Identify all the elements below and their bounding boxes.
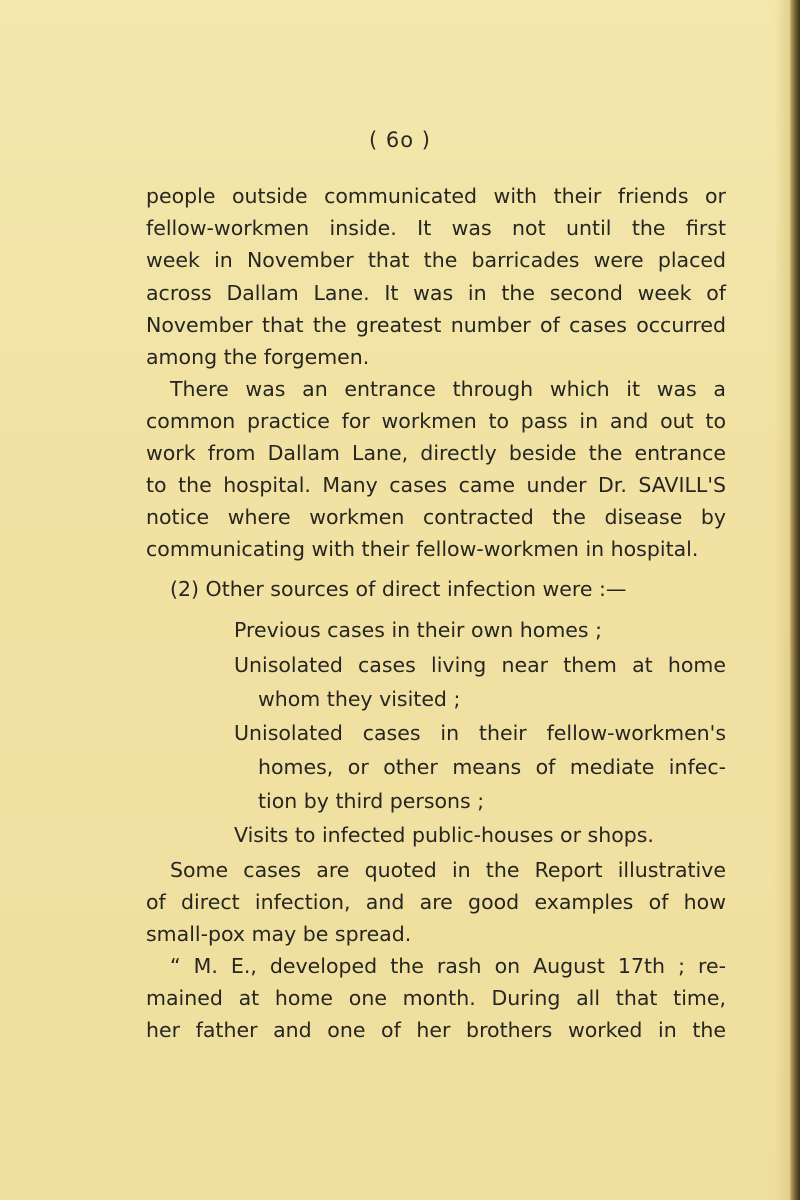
list-item: Visits to infected public-houses or shops.	[234, 823, 654, 847]
page-number: ( 6o )	[369, 128, 431, 152]
book-spine-edge	[790, 0, 800, 1200]
text-line: mained at home one month. During all that time,	[146, 986, 726, 1010]
text-line: November that the greatest number of cases occurred	[146, 313, 726, 337]
list-item: homes, or other means of mediate infec-	[258, 755, 726, 779]
text-line: across Dallam Lane. It was in the second week of	[146, 281, 726, 305]
text-line: common practice for workmen to pass in and out to	[146, 409, 726, 433]
text-line: of direct infection, and are good examples of how	[146, 890, 726, 914]
text-line: communicating with their fellow-workmen in hospital.	[146, 537, 699, 561]
list-item: Unisolated cases in their fellow-workmen's	[234, 721, 726, 745]
text-line: week in November that the barricades were placed	[146, 248, 726, 272]
text-line: notice where workmen contracted the disease by	[146, 505, 726, 529]
list-item: Unisolated cases living near them at home	[234, 653, 726, 677]
text-line: her father and one of her brothers worked in the	[146, 1018, 726, 1042]
text-line: small-pox may be spread.	[146, 922, 412, 946]
text-line: to the hospital. Many cases came under Dr. SAVILL'S	[146, 473, 726, 497]
page-edge-shadow	[774, 0, 790, 1200]
text-line: work from Dallam Lane, directly beside the entrance	[146, 441, 726, 465]
text-line: (2) Other sources of direct infection were :—	[170, 577, 627, 601]
text-line: people outside communicated with their friends or	[146, 184, 726, 208]
text-line: fellow-workmen inside. It was not until the first	[146, 216, 726, 240]
text-line: among the forgemen.	[146, 345, 370, 369]
list-item: Previous cases in their own homes ;	[234, 618, 602, 642]
text-line: There was an entrance through which it was a	[170, 377, 726, 401]
text-line: “ M. E., developed the rash on August 17th ; re-	[170, 954, 726, 978]
list-item: tion by third persons ;	[258, 789, 485, 813]
text-line: Some cases are quoted in the Report illustrative	[170, 858, 726, 882]
list-item: whom they visited ;	[258, 687, 461, 711]
